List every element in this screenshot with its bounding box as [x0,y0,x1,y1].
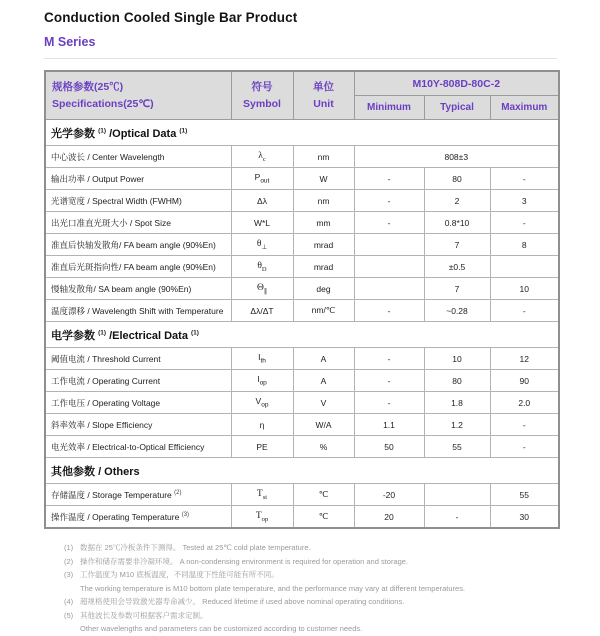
spec-row [45,506,559,529]
maximum-value-cell: - [490,212,559,234]
footnote-text: 其他波长及参数可根据客户需求定制。 [80,610,208,620]
spec-row [45,168,559,190]
typical-value-cell: ±0.5 [424,256,490,278]
symbol-cell: Δλ/ΔT [231,300,293,322]
spec-row [45,370,559,392]
parameter-label-cell: 输出功率 / Output Power [45,168,231,190]
symbol-subscript: ⊥ [261,243,268,251]
symbol-cell: η [231,414,293,436]
header-unit-zh: 单位 [313,81,334,94]
parameter-label-cell: 中心波长 / Center Wavelength [45,146,231,168]
header-symbol [231,71,293,120]
header-divider [44,58,557,59]
maximum-value-cell: 3 [490,190,559,212]
footnote-line [64,568,557,582]
header-spec-zh: 规格参数(25℃) [52,81,124,94]
footnote-text: Other wavelengths and parameters can be customized according to customer needs. [80,624,363,633]
parameter-label-superscript: (2) [174,489,182,496]
footnote-number [64,582,80,596]
typical-value-cell: 80 [424,370,490,392]
parameter-label-cell: 准直后光斑指向性/ FA beam angle (90%En) [45,256,231,278]
parameter-label-cell: 准直后快轴发散角/ FA beam angle (90%En) [45,234,231,256]
maximum-value-cell: 30 [490,506,559,529]
footnote-number: (1) [64,543,74,552]
parameter-label-cell: 斜率效率 / Slope Efficiency [45,414,231,436]
unit-cell: % [293,436,354,458]
unit-cell: ℃ [293,484,354,506]
unit-cell: W [293,168,354,190]
section-header-row [45,322,559,348]
section-title-cell: 光学参数 $^{(1)}$ /Optical Data $^{(1)}$ [45,120,559,146]
footnote-number: (2) [64,556,74,566]
spec-row [45,300,559,322]
footnote-text: 超规格使用会导致激光器寿命减少。 Reduced lifetime if used above nominal operating conditions. [80,597,405,606]
unit-cell: mrad [293,256,354,278]
minimum-value-cell: 20 [354,506,424,529]
parameter-label-cell: 存储温度 / Storage Temperature $^{(2)}$ [45,484,231,506]
spec-row [45,212,559,234]
typical-value-cell [424,484,490,506]
spec-row [45,278,559,300]
unit-cell: A [293,370,354,392]
unit-cell: deg [293,278,354,300]
section-title-superscript: (1) [179,126,188,134]
symbol-subscript: D [261,265,267,273]
typical-value-cell: 7 [424,234,490,256]
page-title: Conduction Cooled Single Bar Product [44,10,298,25]
maximum-value-cell: - [490,414,559,436]
series-subtitle: M Series [44,35,96,49]
maximum-value-cell: - [490,300,559,322]
parameter-label-cell: 慢轴发散角/ SA beam angle (90%En) [45,278,231,300]
maximum-value-cell: 12 [490,348,559,370]
minimum-value-cell: - [354,190,424,212]
section-title-cell: 其他参数 / Others [45,458,559,484]
maximum-value-cell [490,256,559,278]
footnote-number [64,622,80,636]
maximum-value-cell: 8 [490,234,559,256]
maximum-value-cell: 10 [490,278,559,300]
footnote-text: The working temperature is M10 bottom plate temperature, and the performance may vary at different temperatures. [80,583,466,593]
footnote-line [64,555,557,569]
maximum-value-cell: 90 [490,370,559,392]
symbol-cell: $V_{op}$ [231,392,293,414]
symbol-cell: $T_{op}$ [231,506,293,529]
minimum-value-cell: -20 [354,484,424,506]
unit-cell: ℃ [293,506,354,529]
typical-value-cell: 10 [424,348,490,370]
section-header-row [45,458,559,484]
section-header-row [45,120,559,146]
unit-cell: mm [293,212,354,234]
parameter-label-cell: 阈值电流 / Threshold Current [45,348,231,370]
header-unit-en: Unit [313,97,334,110]
symbol-cell: Δλ [231,190,293,212]
footnote-text: 操作和储存需要非冷凝环境。 A non-condensing environment is required for operation and storage. [80,556,409,566]
typical-value-cell: - [424,506,490,529]
spec-row [45,190,559,212]
typical-value-cell: 55 [424,436,490,458]
parameter-label-superscript: (3) [181,511,190,518]
section-title-superscript: (1) [191,328,199,336]
minimum-value-cell: - [354,212,424,234]
unit-cell: mrad [293,234,354,256]
typical-value-cell: 80 [424,168,490,190]
typical-value-cell: 1.2 [424,414,490,436]
minimum-value-cell [354,234,424,256]
symbol-cell: $\lambda_c$ [231,146,293,168]
spec-row [45,146,559,168]
unit-cell: nm [293,190,354,212]
minimum-value-cell: - [354,370,424,392]
parameter-label-cell: 工作电压 / Operating Voltage [45,392,231,414]
unit-cell: V [293,392,354,414]
symbol-subscript: op [259,379,267,387]
unit-cell: A [293,348,354,370]
symbol-cell: $T_{st}$ [231,484,293,506]
parameter-label-cell: 温度漂移 / Wavelength Shift with Temperature [45,300,231,322]
spec-row [45,392,559,414]
parameter-label-cell: 出光口准直光斑大小 / Spot Size [45,212,231,234]
spec-table [44,70,560,529]
parameter-label-cell: 工作电流 / Operating Current [45,370,231,392]
spec-row [45,234,559,256]
typical-value-cell: ~0.28 [424,300,490,322]
symbol-cell: $I_{op}$ [231,370,293,392]
symbol-subscript: out [260,177,270,185]
footnote-line [64,609,557,623]
minimum-value-cell: - [354,348,424,370]
minimum-value-cell: 50 [354,436,424,458]
minimum-value-cell [354,256,424,278]
section-title-superscript: (1) [98,328,107,336]
footnote-line [64,541,557,555]
footnote-line [64,595,557,609]
typical-value-cell: 0.8*10 [424,212,490,234]
header-symbol-zh: 符号 [251,81,273,94]
unit-cell: W/A [293,414,354,436]
symbol-subscript: c [262,155,266,163]
footnote-line [64,622,557,636]
header-specifications [45,71,231,120]
footnote-line [64,582,557,596]
symbol-subscript: op [261,515,269,523]
header-unit [293,71,354,120]
typical-value-cell: 1.8 [424,392,490,414]
minimum-value-cell: - [354,168,424,190]
section-title-superscript: (1) [98,126,107,134]
parameter-label-cell: 光谱宽度 / Spectral Width (FWHM) [45,190,231,212]
spec-row [45,256,559,278]
header-spec-en: Specifications(25℃) [52,97,154,110]
maximum-value-cell: - [490,168,559,190]
spec-row [45,436,559,458]
symbol-subscript: st [262,493,268,501]
spec-table-body [45,120,559,529]
spec-table-header [45,71,559,120]
unit-cell: nm/℃ [293,300,354,322]
merged-value-cell: 808±3 [354,146,559,168]
minimum-value-cell: 1.1 [354,414,424,436]
minimum-value-cell: - [354,392,424,414]
footnote-number: (5) [64,610,74,620]
spec-row [45,484,559,506]
symbol-cell: $P_{out}$ [231,168,293,190]
footnotes [44,541,557,636]
header-maximum: Maximum [490,96,559,120]
symbol-cell: W*L [231,212,293,234]
spec-row [45,414,559,436]
header-symbol-en: Symbol [243,97,281,110]
unit-cell: nm [293,146,354,168]
maximum-value-cell: - [490,436,559,458]
maximum-value-cell: 2.0 [490,392,559,414]
maximum-value-cell: 55 [490,484,559,506]
footnote-number: (3) [64,570,74,579]
symbol-cell: $\Theta_\parallel$ [231,278,293,300]
symbol-cell: $I_{th}$ [231,348,293,370]
parameter-label-cell: 操作温度 / Operating Temperature $^{(3)}$ [45,506,231,529]
footnote-text: 数据在 25℃冷板条件下测得。 Tested at 25℃ cold plate temperature. [80,543,311,552]
footnote-text: 工作温度为 M10 底板温度，不同温度下性能可能有所不同。 [80,570,279,579]
header-minimum: Minimum [354,96,424,120]
symbol-subscript: ∥ [263,287,268,295]
header-typical: Typical [424,96,490,120]
symbol-cell: $\theta_\perp$ [231,234,293,256]
minimum-value-cell: - [354,300,424,322]
parameter-label-cell: 电光效率 / Electrical-to-Optical Efficiency [45,436,231,458]
footnote-number: (4) [64,597,74,606]
symbol-cell: $\theta_D$ [231,256,293,278]
symbol-cell: PE [231,436,293,458]
symbol-subscript: op [261,401,269,409]
typical-value-cell: 7 [424,278,490,300]
spec-row [45,348,559,370]
symbol-subscript: th [260,357,266,365]
header-model-number: M10Y-808D-80C-2 [354,71,559,96]
minimum-value-cell [354,278,424,300]
section-title-cell: 电学参数 $^{(1)}$ /Electrical Data $^{(1)}$ [45,322,559,348]
typical-value-cell: 2 [424,190,490,212]
